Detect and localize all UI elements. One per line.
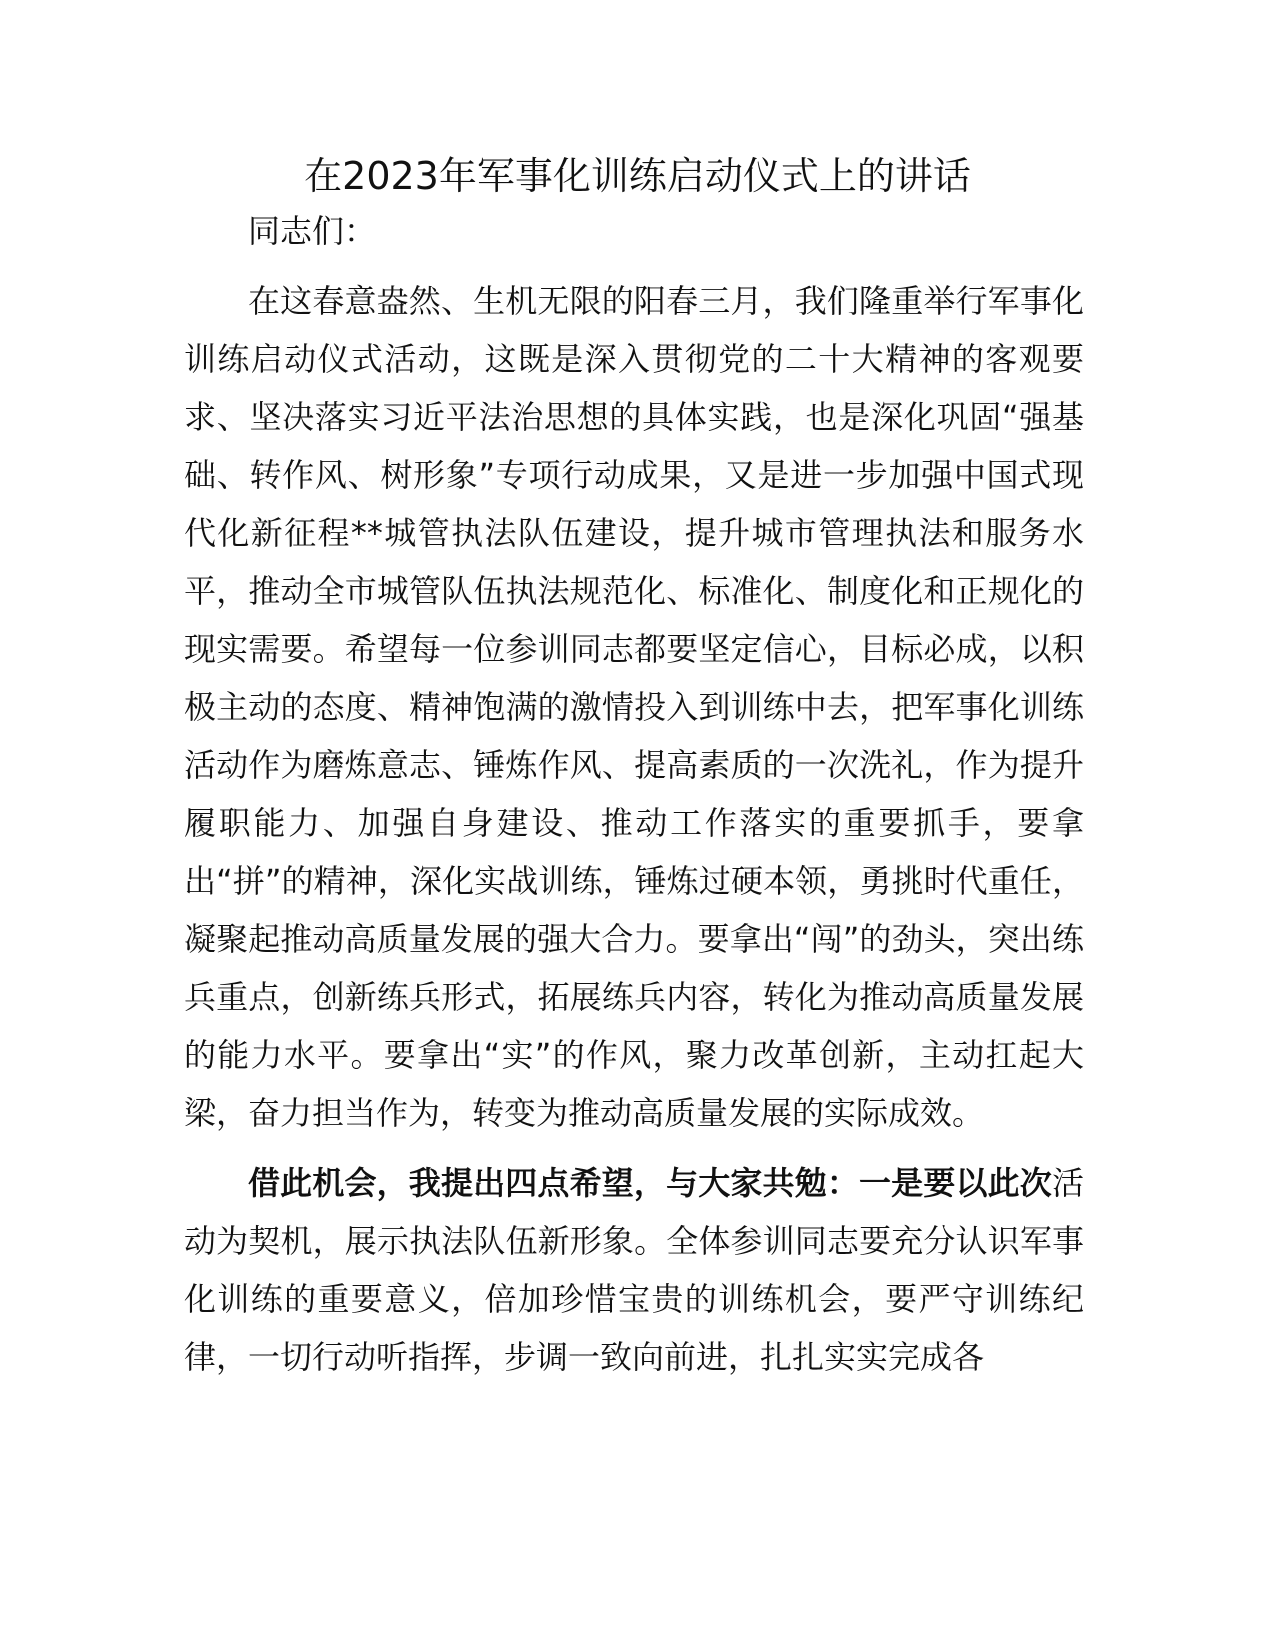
paragraph-2-text: 活动为契机，展示执法队伍新形象。全体参训同志要充分认识军事化训练的重要意义，倍加珍惜宝贵的训练机会，要严守训练纪律，一切行动听指挥，步调一致向前进，扎扎实实完成各 (184, 1164, 1084, 1376)
salutation: 同志们： (248, 212, 377, 250)
document-title: 在2023年军事化训练启动仪式上的讲话 (304, 154, 971, 198)
paragraph-2 (184, 1154, 1084, 1386)
document-body (184, 202, 1084, 1386)
paragraph-1: 在这春意盎然、生机无限的阳春三月，我们隆重举行军事化训练启动仪式活动，这既是深入贯彻党的二十大精神的客观要求、坚决落实习近平法治思想的具体实践，也是深化巩固“强基础、转作风、树形象”专项行动成果，又是进一步加强中国式现代化新征程**城管执法队伍建设，提升城市管理执法和服务水平，推动全市城管队伍执法规范化、标准化、制度化和正规化的现实需要。希望每一位参训同志都要坚定信心，目标必成，以积极主动的态度、精神饱满的激情投入到训练中去，把军事化训练活动作为磨炼意志、锤炼作风、提高素质的一次洗礼，作为提升履职能力、加强自身建设、推动工作落实的重要抓手，要拿出“拼”的精神，深化实战训练，锤炼过硬本领，勇挑时代重任，凝聚起推动高质量发展的强大合力。要拿出“闯”的劲头，突出练兵重点，创新练兵形式，拓展练兵内容，转化为推动高质量发展的能力水平。要拿出“实”的作风，聚力改革创新，主动扛起大梁，奋力担当作为，转变为推动高质量发展的实际成效。 (184, 282, 1084, 1132)
paragraph-2-emphasis: 借此机会，我提出四点希望，与大家共勉：一是要以此次 (248, 1164, 1052, 1202)
